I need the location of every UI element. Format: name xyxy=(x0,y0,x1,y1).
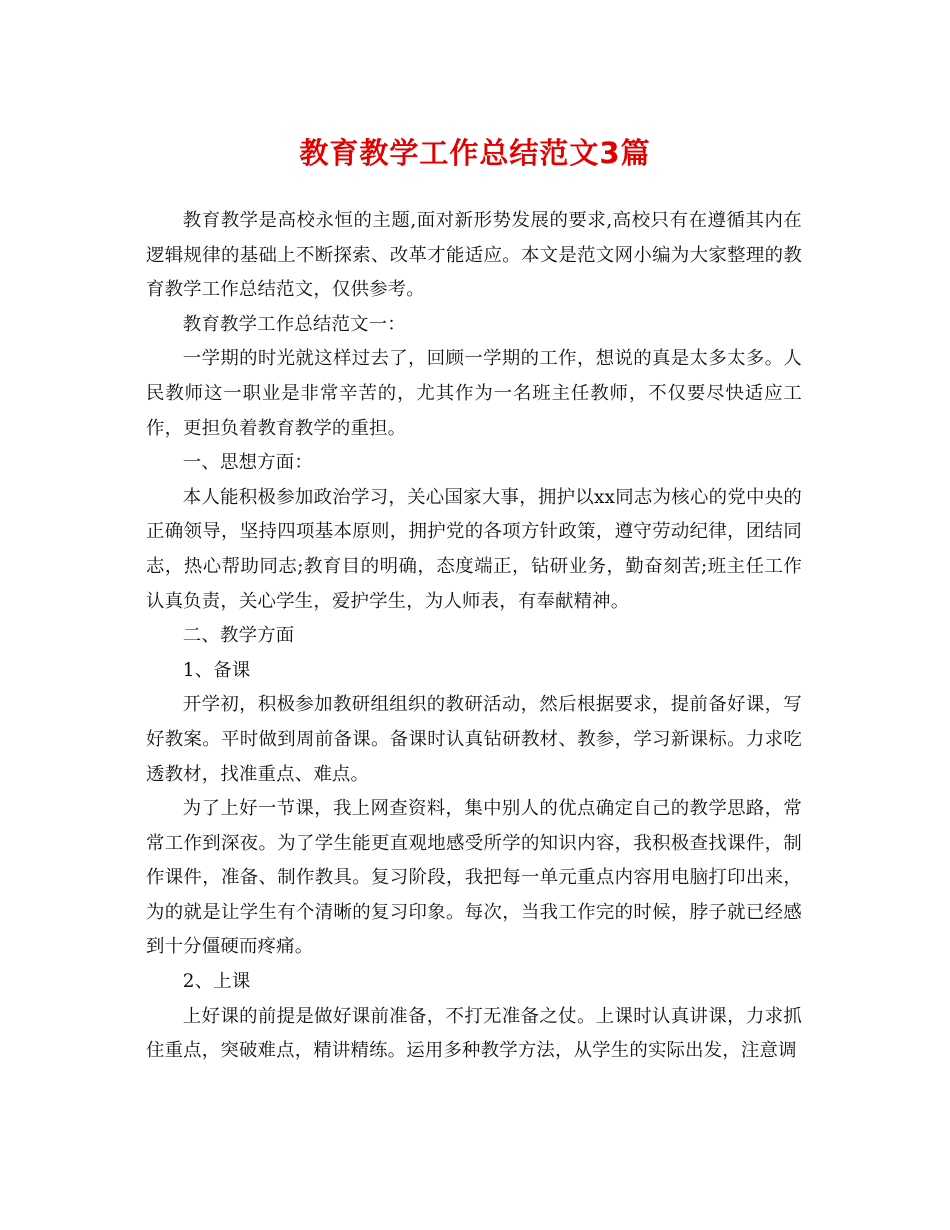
subheading-class: 2、上课 xyxy=(182,971,251,993)
subheading-lesson-prep: 1、备课 xyxy=(182,659,251,681)
paragraph-class: 上好课的前提是做好课前准备，不打无准备之仗。上课时认真讲课，力求抓住重点，突破难点，精讲精练。运用多种教学方法，从学生的实际出发，注意调 xyxy=(146,1005,802,1062)
document-body xyxy=(146,204,802,1069)
paragraph-heading-sample-one: 教育教学工作总结范文一： xyxy=(182,313,406,335)
section-heading-ideology: 一、思想方面： xyxy=(182,452,313,474)
document-title: 教育教学工作总结范文3篇 xyxy=(299,136,651,170)
paragraph-intro: 教育教学是高校永恒的主题,面对新形势发展的要求,高校只有在遵循其内在逻辑规律的基础上不断探索、改革才能适应。本文是范文网小编为大家整理的教育教学工作总结范文，仅供参考。 xyxy=(146,210,802,301)
paragraph-lesson-prep: 开学初，积极参加教研组组织的教研活动，然后根据要求，提前备好课，写好教案。平时做到周前备课。备课时认真钻研教材、教参，学习新课标。力求吃透教材，找准重点、难点。 xyxy=(146,694,802,785)
paragraph-lesson-effort: 为了上好一节课，我上网查资料，集中别人的优点确定自己的教学思路，常常工作到深夜。为了学生能更直观地感受所学的知识内容，我积极查找课件，制作课件，准备、制作教具。复习阶段，我把每一单元重点内容用电脑打印出来，为的就是让学生有个清晰的复习印象。每次，当我工作完的时候，脖子就已经感到十分僵硬而疼痛。 xyxy=(146,798,802,958)
paragraph-ideology: 本人能积极参加政治学习，关心国家大事，拥护以xx同志为核心的党中央的正确领导，坚持四项基本原则，拥护党的各项方针政策，遵守劳动纪律，团结同志，热心帮助同志;教育目的明确，态度端正，钻研业务，勤奋刻苦;班主任工作认真负责，关心学生，爱护学生，为人师表，有奉献精神。 xyxy=(146,486,802,612)
paragraph-semester-review: 一学期的时光就这样过去了，回顾一学期的工作，想说的真是太多太多。人民教师这一职业是非常辛苦的，尤其作为一名班主任教师，不仅要尽快适应工作，更担负着教育教学的重担。 xyxy=(146,348,802,439)
section-heading-teaching: 二、教学方面 xyxy=(182,625,295,647)
